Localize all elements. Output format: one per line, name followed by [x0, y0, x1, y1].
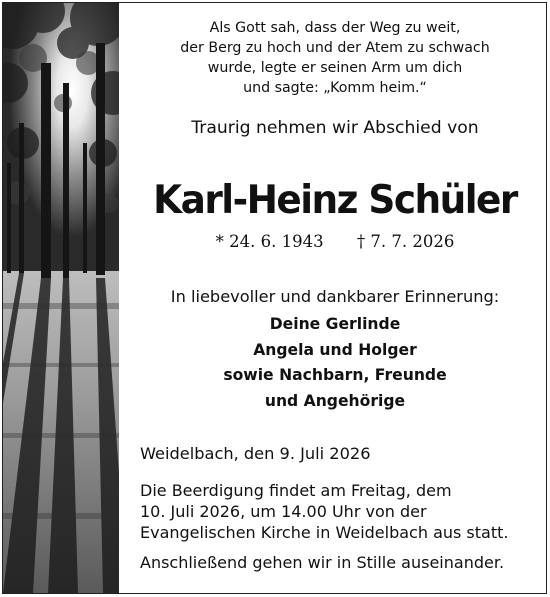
memory-line: In liebevoller und dankbarer Erinnerung: [170, 287, 500, 306]
funeral-line: 10. Juli 2026, um 14.00 Uhr von der [140, 502, 427, 521]
mourners-list [120, 312, 550, 414]
death-date: † 7. 7. 2026 [356, 232, 455, 251]
mourner-line: und Angehörige [264, 391, 406, 410]
mourner-line: sowie Nachbarn, Freunde [223, 366, 447, 384]
funeral-info [140, 480, 550, 543]
obituary-content [120, 0, 550, 597]
mourner-line: Deine Gerlinde [269, 315, 401, 333]
closing-line: Anschließend gehen wir in Stille auseinander. [140, 553, 505, 572]
poem-line: der Berg zu hoch und der Atem zu schwach [180, 40, 490, 56]
poem-line: Als Gott sah, dass der Weg zu weit, [209, 20, 461, 36]
poem-line: wurde, legte er seinen Arm um dich [207, 60, 463, 76]
life-dates [120, 232, 550, 251]
funeral-line: Evangelischen Kirche in Weidelbach aus statt. [140, 523, 509, 542]
birth-date: * 24. 6. 1943 [215, 232, 324, 251]
deceased-name: Karl-Heinz Schüler [153, 178, 517, 223]
mourner-line: Angela und Holger [253, 340, 417, 359]
poem-line: und sagte: „Komm heim.“ [243, 80, 427, 96]
poem [120, 18, 550, 98]
forest-photo [3, 3, 119, 593]
intro-text: Traurig nehmen wir Abschied von [191, 118, 479, 138]
funeral-line: Die Beerdigung findet am Freitag, dem [140, 481, 452, 500]
place-date: Weidelbach, den 9. Juli 2026 [140, 444, 371, 463]
